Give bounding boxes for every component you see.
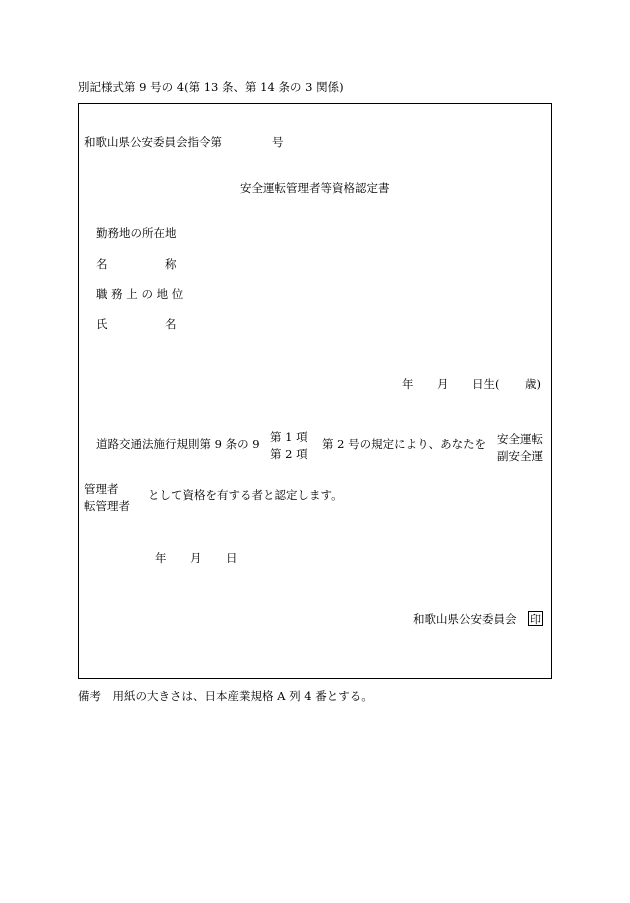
workplace-label: 勤務地の所在地 xyxy=(96,226,177,240)
authority-number-prefix: 和歌山県公安委員会指令第 xyxy=(84,135,222,149)
issue-month: 月 xyxy=(190,551,202,565)
birth-year: 年 xyxy=(402,377,414,391)
issuer-name: 和歌山県公安委員会 xyxy=(413,612,517,626)
provision-text: 第 2 号の規定により、あなたを xyxy=(322,437,487,451)
item-options xyxy=(270,429,308,463)
form-header: 別記様式第 9 号の 4(第 13 条、第 14 条の 3 関係) xyxy=(78,80,344,94)
law-reference: 道路交通法施行規則第 9 条の 9 xyxy=(96,437,260,451)
name-label-second: 称 xyxy=(165,257,177,271)
role-options-bottom xyxy=(84,481,130,515)
name-label-first: 名 xyxy=(96,257,108,271)
number-suffix: 号 xyxy=(272,135,284,149)
role-safe-driving-2: 管理者 xyxy=(84,482,119,496)
seal-mark: 印 xyxy=(530,612,541,626)
issue-year: 年 xyxy=(155,551,167,565)
role-safe-driving-1: 安全運転 xyxy=(497,432,543,446)
item-1: 第 1 項 xyxy=(270,430,308,444)
birth-day: 日生( xyxy=(472,377,500,391)
issue-day: 日 xyxy=(226,551,238,565)
person-label-second: 名 xyxy=(165,317,177,331)
role-options-top xyxy=(497,431,543,465)
position-label: 職 務 上 の 地 位 xyxy=(96,287,184,301)
item-2: 第 2 項 xyxy=(270,447,308,461)
age: 歳) xyxy=(525,377,541,391)
footnote: 備考 用紙の大きさは、日本産業規格 A 列 4 番とする。 xyxy=(78,689,373,703)
role-vice-safe-driving-1: 副安全運 xyxy=(497,449,543,463)
certificate-title: 安全運転管理者等資格認定書 xyxy=(240,181,390,195)
certification-statement: として資格を有する者と認定します。 xyxy=(148,488,343,502)
birth-month: 月 xyxy=(437,377,449,391)
role-vice-safe-driving-2: 転管理者 xyxy=(84,499,130,513)
person-label-first: 氏 xyxy=(96,317,108,331)
